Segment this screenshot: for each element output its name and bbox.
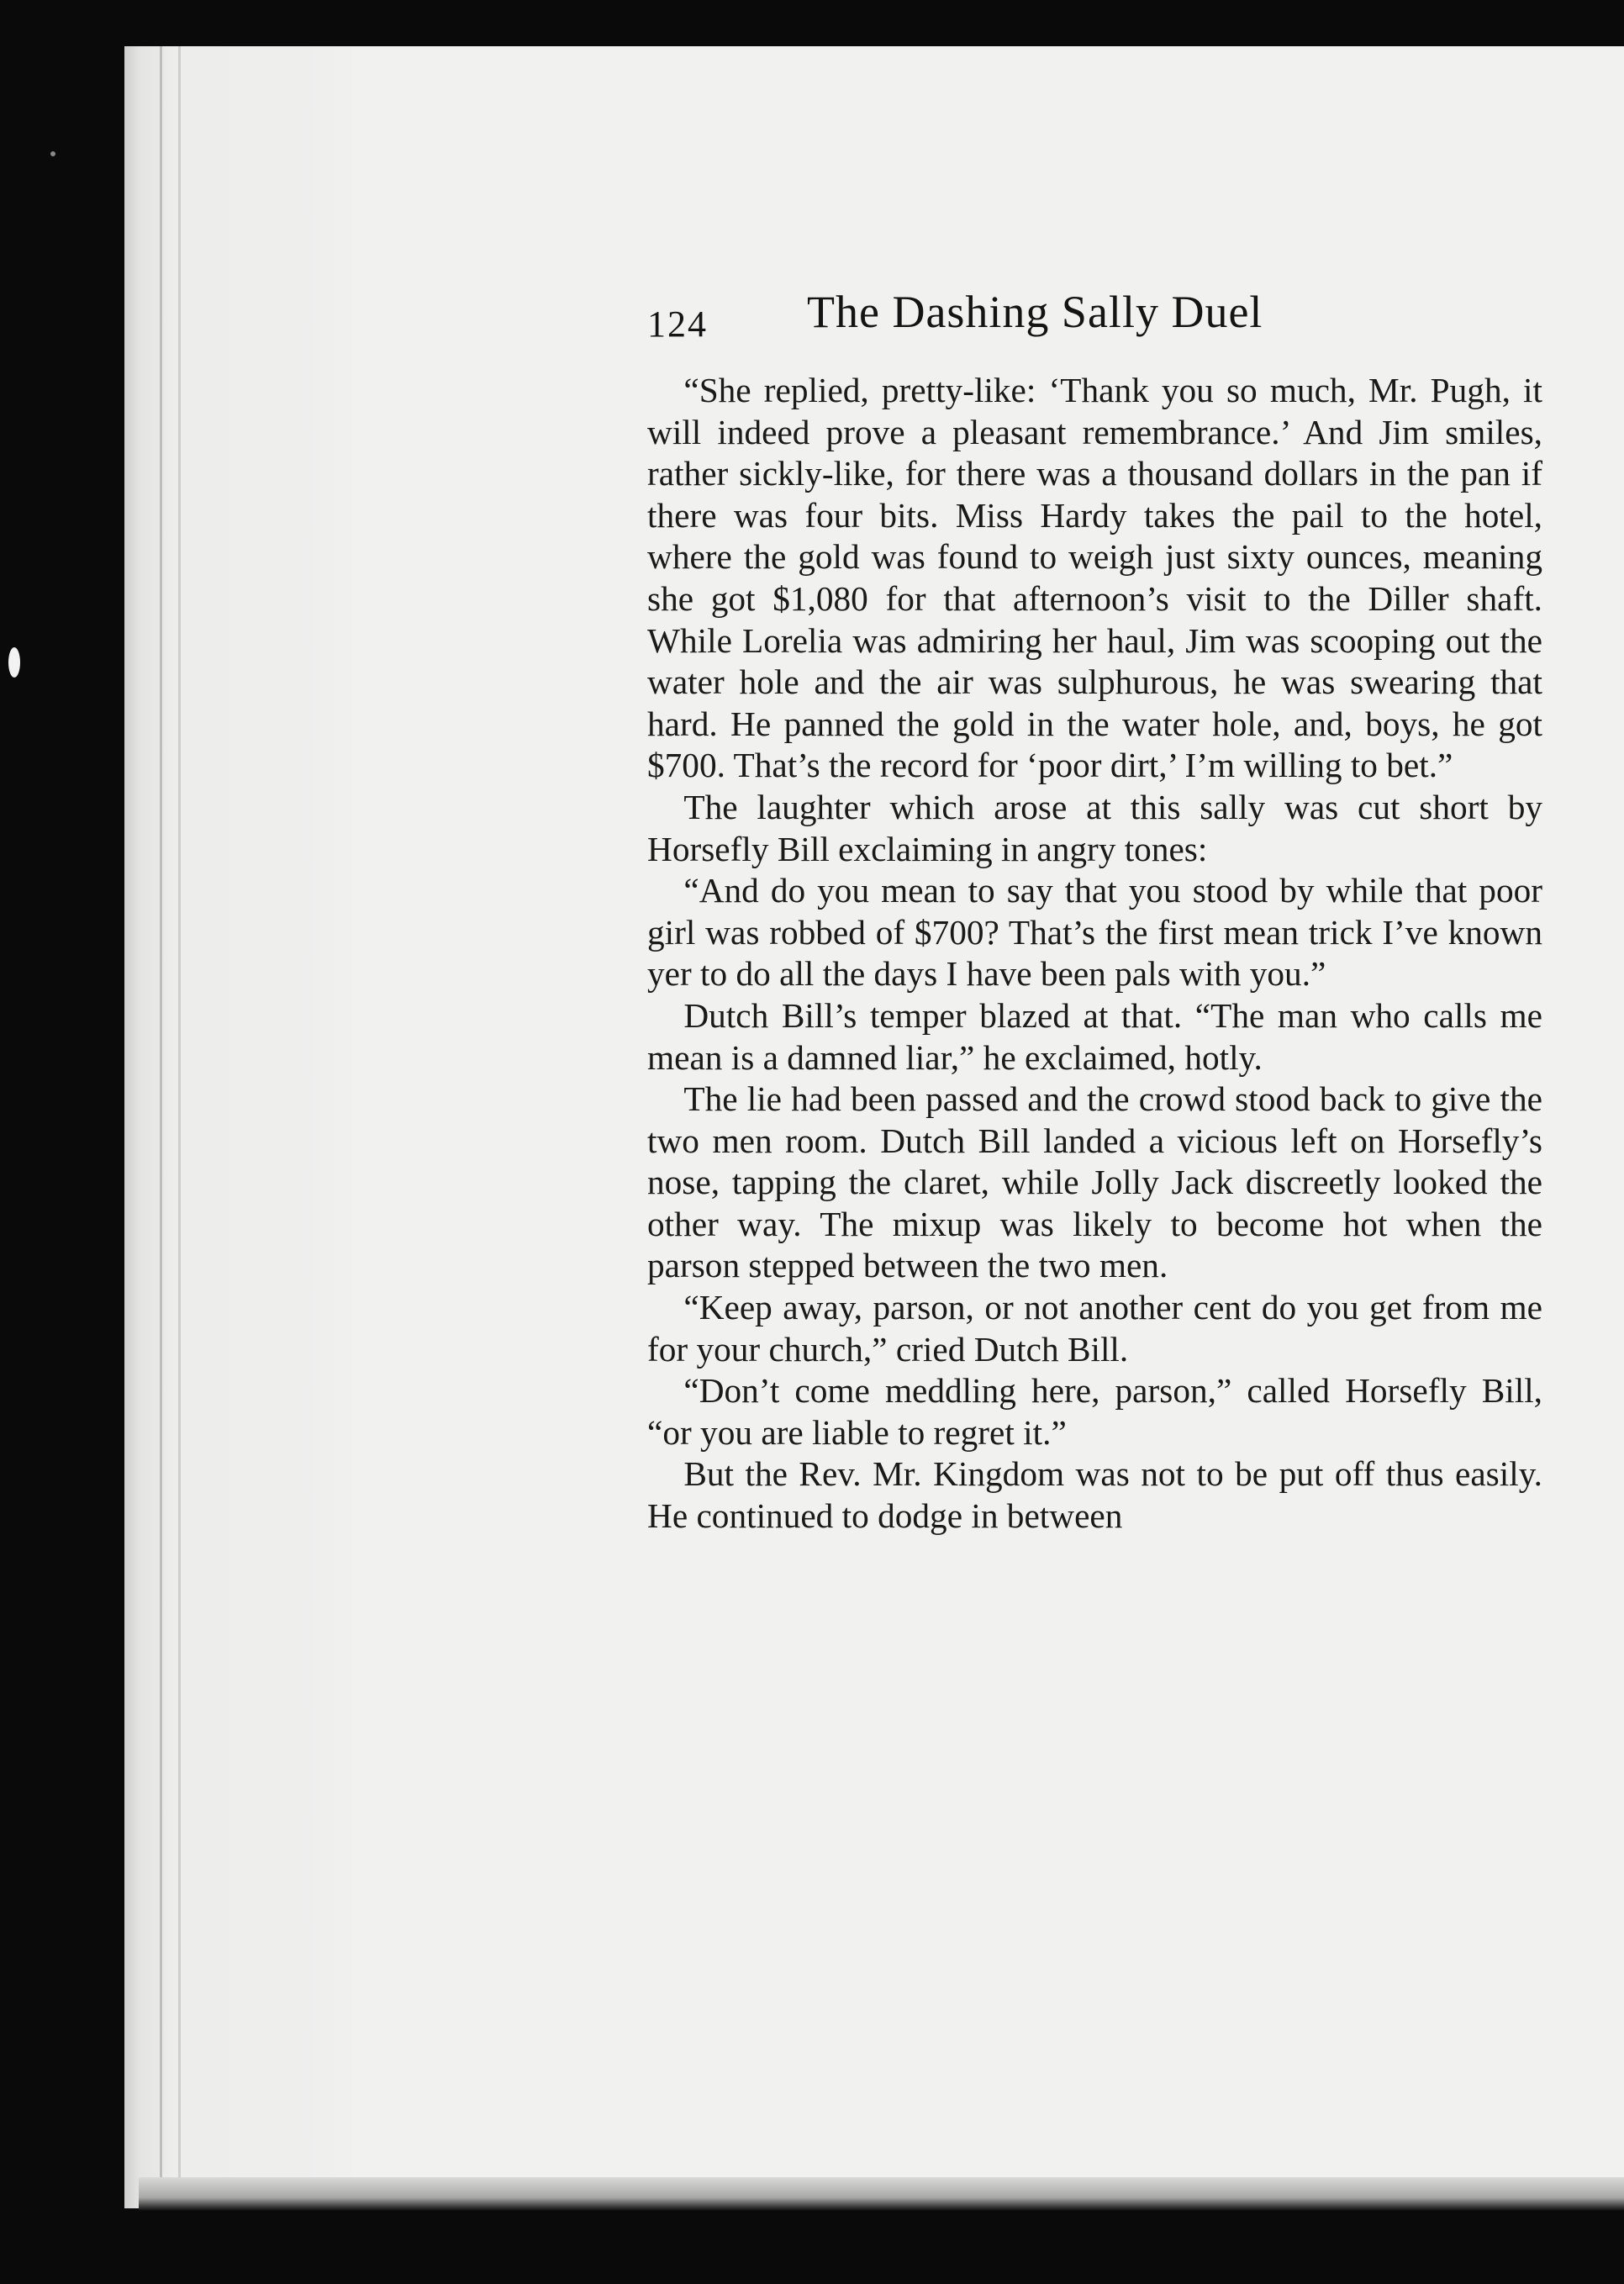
paragraph: “Don’t come meddling here, parson,” called Horsefly Bill, “or you are liable to regret it.” — [647, 1371, 1542, 1452]
page-gutter — [124, 46, 351, 2208]
paragraph: “She replied, pretty-like: ‘Thank you so much, Mr. Pugh, it will indeed prove a pleasant remembrance.’ And Jim smiles, rather sickly-like, for there was a thousand dollars in the pan if there was four bits. Miss Hardy takes the pail to the hotel, where the gold was found to weigh just sixty ounces, meaning she got $1,080 for that afternoon’s visit to the Diller shaft. While Lorelia was admiring her haul, Jim was scooping out the water hole and the air was sulphurous, he was swearing that hard. He panned the gold in the water hole, and, boys, he got $700. That’s the record for ‘poor dirt,’ I’m willing to bet.” — [647, 371, 1542, 785]
paragraph: The laughter which arose at this sally was cut short by Horsefly Bill exclaiming in angry tones: — [647, 787, 1542, 868]
gutter-fold-line — [178, 46, 181, 2208]
paragraph: “And do you mean to say that you stood by while that poor girl was robbed of $700? That’s the first mean trick I’ve known yer to do all the days I have been pals with you.” — [647, 871, 1542, 994]
page-bottom-edge — [139, 2177, 1624, 2211]
paragraph: Dutch Bill’s temper blazed at that. “The man who calls me mean is a damned liar,” he exclaimed, hotly. — [647, 995, 1542, 1077]
paragraph: The lie had been passed and the crowd stood back to give the two men room. Dutch Bill landed a vicious left on Horsefly’s nose, tapping the claret, while Jolly Jack discreetly looked the other way. The mixup was likely to become hot when the parson stepped between the two men. — [647, 1079, 1542, 1285]
running-header — [647, 286, 1580, 353]
running-title: The Dashing Sally Duel — [807, 287, 1263, 337]
paragraph: “Keep away, parson, or not another cent do you get from me for your church,” cried Dutch Bill. — [647, 1288, 1542, 1369]
paragraph: But the Rev. Mr. Kingdom was not to be put off thus easily. He continued to dodge in between — [647, 1454, 1542, 1536]
gutter-fold-line — [160, 46, 162, 2208]
body-text — [647, 370, 1542, 1538]
page-number: 124 — [647, 303, 708, 345]
scan-artifact — [8, 647, 20, 678]
scan-artifact — [50, 151, 55, 156]
